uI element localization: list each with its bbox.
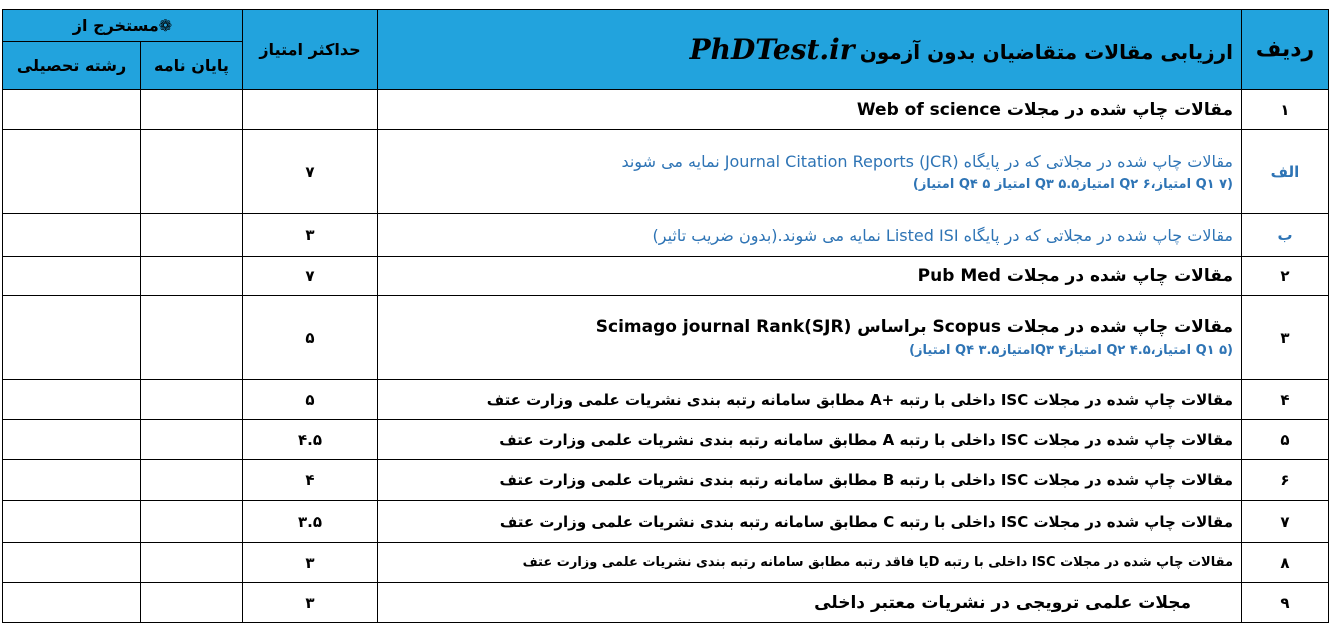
row-number: ۲ [1242,257,1329,296]
row-score: ۳ [243,543,378,583]
flower-icon: ❁ [158,16,173,35]
row-score: ۵ [243,380,378,420]
thesis-cell [141,380,243,420]
row-score [243,90,378,130]
row-number-header: ردیف [1242,10,1329,90]
row-number: ۷ [1242,501,1329,543]
field-cell [3,420,141,460]
row-number: ۱ [1242,90,1329,130]
row-title: مقالات چاپ شده در مجلات ISC داخلی با رتبه +A مطابق سامانه رتبه بندی نشریات علمی وزارت عتف [378,380,1242,420]
table-row [3,460,1329,501]
row-title: مقالات چاپ شده در مجلات Scopus براساس Scimago journal Rank(SJR) [595,317,1233,337]
thesis-cell [141,583,243,623]
field-cell [3,501,141,543]
row-title: مقالات چاپ شده در مجلات Web of science [378,90,1242,130]
thesis-cell [141,543,243,583]
row-title: مقالات چاپ شده در مجلات ISC داخلی با رتبه A مطابق سامانه رتبه بندی نشریات علمی وزارت عتف [378,420,1242,460]
row-title: مقالات چاپ شده در مجلاتی که در پایگاه Listed ISI نمایه می شوند.(بدون ضریب تاثیر) [378,214,1242,257]
thesis-cell [141,296,243,380]
row-score: ۳ [243,583,378,623]
row-title: مقالات چاپ شده در مجلات ISC داخلی با رتبه B مطابق سامانه رتبه بندی نشریات علمی وزارت عتف [378,460,1242,501]
thesis-header: پایان نامه [141,42,243,90]
table-row [3,380,1329,420]
thesis-cell [141,460,243,501]
row-title: مقالات چاپ شده در مجلاتی که در پایگاه Journal Citation Reports (JCR) نمایه می شوند [621,151,1233,171]
row-score: ۷ [243,130,378,214]
thesis-cell [141,214,243,257]
row-number: الف [1242,130,1329,214]
row-number: ب [1242,214,1329,257]
table-row [3,130,1329,214]
row-score: ۷ [243,257,378,296]
site-logo: PhDTest.ir [689,33,855,66]
thesis-cell [141,420,243,460]
row-score: ۳.۵ [243,501,378,543]
evaluation-table [2,9,1329,623]
row-number: ۶ [1242,460,1329,501]
extracted-from-header [3,10,243,42]
row-number: ۹ [1242,583,1329,623]
field-cell [3,257,141,296]
extracted-from-label: مستخرج از [72,16,159,35]
table-title-header [378,10,1242,90]
row-number: ۵ [1242,420,1329,460]
row-number: ۳ [1242,296,1329,380]
table-row [3,501,1329,543]
field-cell [3,90,141,130]
field-cell [3,130,141,214]
field-cell [3,543,141,583]
row-title-cell [378,130,1242,214]
max-score-header: حداکثر امتیاز [243,10,378,90]
row-title: مجلات علمی ترویجی در نشریات معتبر داخلی [378,583,1242,623]
row-title: مقالات چاپ شده در مجلات Pub Med [378,257,1242,296]
table-row [3,583,1329,623]
table-row [3,543,1329,583]
field-cell [3,214,141,257]
row-number: ۴ [1242,380,1329,420]
table-row [3,214,1329,257]
field-cell [3,460,141,501]
thesis-cell [141,501,243,543]
field-cell [3,296,141,380]
table-title: ارزیابی مقالات متقاضیان بدون آزمون [859,40,1233,64]
row-note: (Q۱ ۵ امتیاز،Q۲ ۴.۵ امتیازQ۳ ۴امتیازQ۴ ۳.۵ امتیاز) [909,343,1233,358]
row-title: مقالات چاپ شده در مجلات ISC داخلی با رتبه C مطابق سامانه رتبه بندی نشریات علمی وزارت عتف [378,501,1242,543]
thesis-cell [141,257,243,296]
field-cell [3,380,141,420]
row-score: ۴.۵ [243,420,378,460]
row-score: ۵ [243,296,378,380]
field-header: رشته تحصیلی [3,42,141,90]
thesis-cell [141,90,243,130]
field-cell [3,583,141,623]
table-row [3,257,1329,296]
thesis-cell [141,130,243,214]
row-note: (Q۱ ۷ امتیاز،Q۲ ۶ امتیازQ۳ ۵.۵ امتیاز Q۴ ۵ امتیاز) [912,176,1233,192]
row-title-cell [378,296,1242,380]
table-row [3,420,1329,460]
row-score: ۳ [243,214,378,257]
table-row [3,296,1329,380]
table-row [3,90,1329,130]
row-score: ۴ [243,460,378,501]
row-number: ۸ [1242,543,1329,583]
row-title: مقالات چاپ شده در مجلات ISC داخلی با رتبه Dیا فاقد رتبه مطابق سامانه رتبه بندی نشریات علمی وزارت عتف [378,543,1242,583]
